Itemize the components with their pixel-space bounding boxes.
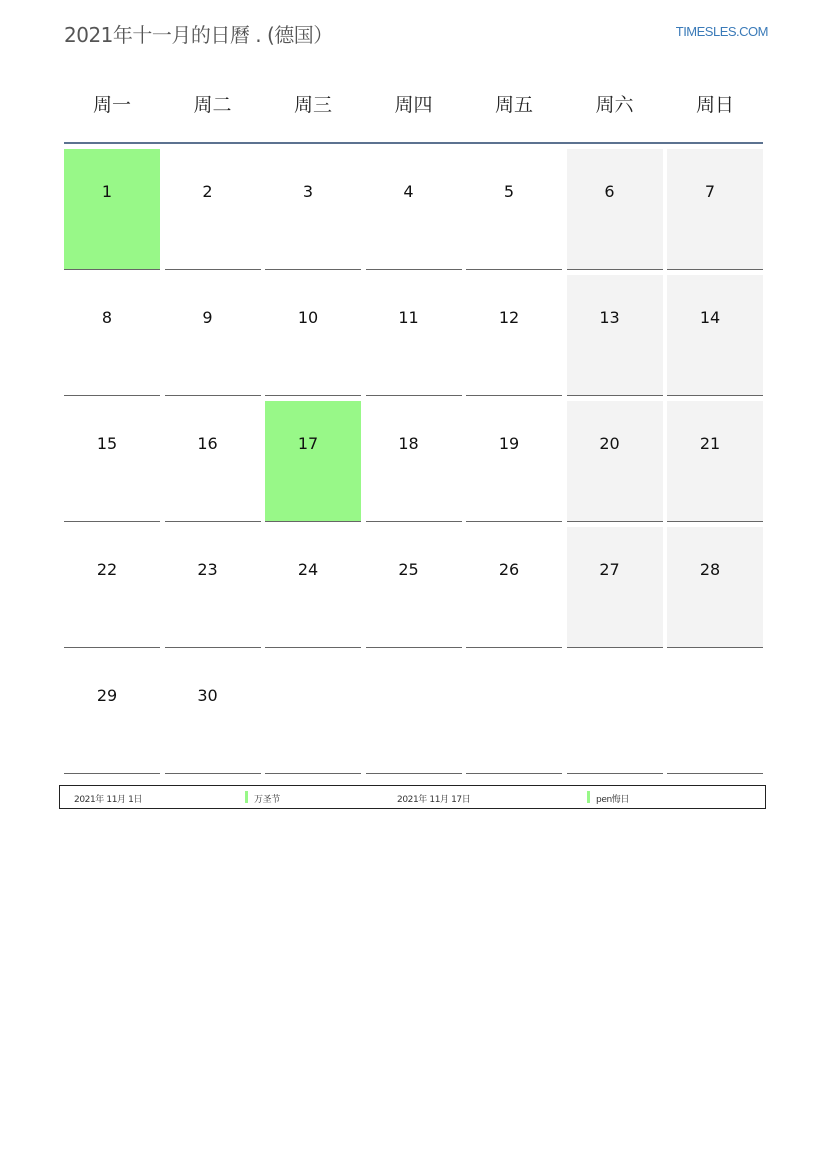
day-number: 6: [604, 182, 615, 201]
calendar-empty-cell: [567, 653, 663, 774]
header-divider: [64, 142, 763, 144]
calendar-day-1[interactable]: [64, 149, 160, 270]
holiday-legend: [59, 785, 766, 809]
legend-name-1: 万圣节: [254, 795, 280, 805]
page-title: 2021年十一月的日曆 . (德国）: [64, 23, 333, 47]
day-number: 4: [403, 182, 414, 201]
legend-date-1: 2021年 11月 1日: [74, 795, 143, 805]
calendar-day-17[interactable]: [265, 401, 361, 522]
calendar-day-2[interactable]: [165, 149, 261, 270]
calendar-day-23[interactable]: [165, 527, 261, 648]
day-number: 13: [599, 308, 620, 327]
calendar-empty-cell: [667, 653, 763, 774]
day-number: 2: [202, 182, 213, 201]
day-number: 28: [699, 560, 721, 579]
calendar-day-12[interactable]: [466, 275, 562, 396]
calendar-empty-cell: [366, 653, 462, 774]
day-number: 9: [202, 308, 213, 327]
legend-color-marker-2: [587, 791, 590, 803]
day-number: 30: [197, 686, 218, 705]
calendar-day-14[interactable]: [667, 275, 763, 396]
day-number: 7: [704, 182, 716, 201]
weekday-mon: 周一: [92, 94, 131, 116]
calendar-day-25[interactable]: [366, 527, 462, 648]
calendar-empty-cell: [265, 653, 361, 774]
day-number: 5: [503, 182, 515, 201]
day-number: 23: [197, 560, 218, 579]
calendar-day-18[interactable]: [366, 401, 462, 522]
calendar-day-15[interactable]: [64, 401, 160, 522]
calendar-day-24[interactable]: [265, 527, 361, 648]
day-number: 18: [398, 434, 419, 453]
day-number: 29: [96, 686, 118, 705]
legend-name-2: pen悔日: [596, 795, 629, 805]
calendar-day-13[interactable]: [567, 275, 663, 396]
day-number: 1: [101, 182, 113, 201]
calendar-day-3[interactable]: [265, 149, 361, 270]
calendar-day-22[interactable]: [64, 527, 160, 648]
calendar-day-21[interactable]: [667, 401, 763, 522]
site-link[interactable]: TIMESLES.COM: [675, 24, 768, 39]
weekday-thu: 周四: [394, 94, 433, 116]
day-number: 11: [398, 308, 419, 327]
calendar-day-10[interactable]: [265, 275, 361, 396]
calendar-day-9[interactable]: [165, 275, 261, 396]
day-number: 27: [599, 560, 620, 579]
weekday-tue: 周二: [193, 94, 232, 116]
weekday-fri: 周五: [494, 94, 533, 116]
day-number: 19: [498, 434, 520, 453]
weekday-header: [64, 80, 763, 130]
day-number: 14: [699, 308, 721, 327]
calendar-day-8[interactable]: [64, 275, 160, 396]
day-number: 16: [197, 434, 218, 453]
day-number: 26: [498, 560, 520, 579]
day-number: 25: [398, 560, 419, 579]
calendar-day-29[interactable]: [64, 653, 160, 774]
legend-color-marker-1: [245, 791, 248, 803]
day-number: 15: [96, 434, 118, 453]
day-number: 24: [297, 560, 319, 579]
calendar-day-26[interactable]: [466, 527, 562, 648]
day-number: 8: [101, 308, 113, 327]
calendar-day-4[interactable]: [366, 149, 462, 270]
calendar-empty-cell: [466, 653, 562, 774]
calendar-day-28[interactable]: [667, 527, 763, 648]
calendar-day-11[interactable]: [366, 275, 462, 396]
day-number: 12: [498, 308, 520, 327]
calendar-day-20[interactable]: [567, 401, 663, 522]
day-number: 3: [302, 182, 314, 201]
calendar-day-6[interactable]: [567, 149, 663, 270]
weekday-wed: 周三: [293, 94, 332, 116]
calendar-grid: [64, 149, 763, 774]
day-number: 20: [599, 434, 620, 453]
calendar-day-16[interactable]: [165, 401, 261, 522]
legend-date-2: 2021年 11月 17日: [397, 795, 471, 805]
weekday-sat: 周六: [595, 94, 634, 116]
weekday-sun: 周日: [695, 94, 734, 116]
calendar-day-27[interactable]: [567, 527, 663, 648]
day-number: 22: [96, 560, 118, 579]
calendar-day-5[interactable]: [466, 149, 562, 270]
calendar-day-7[interactable]: [667, 149, 763, 270]
day-number: 10: [297, 308, 319, 327]
day-number: 21: [699, 434, 721, 453]
calendar-day-30[interactable]: [165, 653, 261, 774]
day-number: 17: [297, 434, 319, 453]
calendar-day-19[interactable]: [466, 401, 562, 522]
